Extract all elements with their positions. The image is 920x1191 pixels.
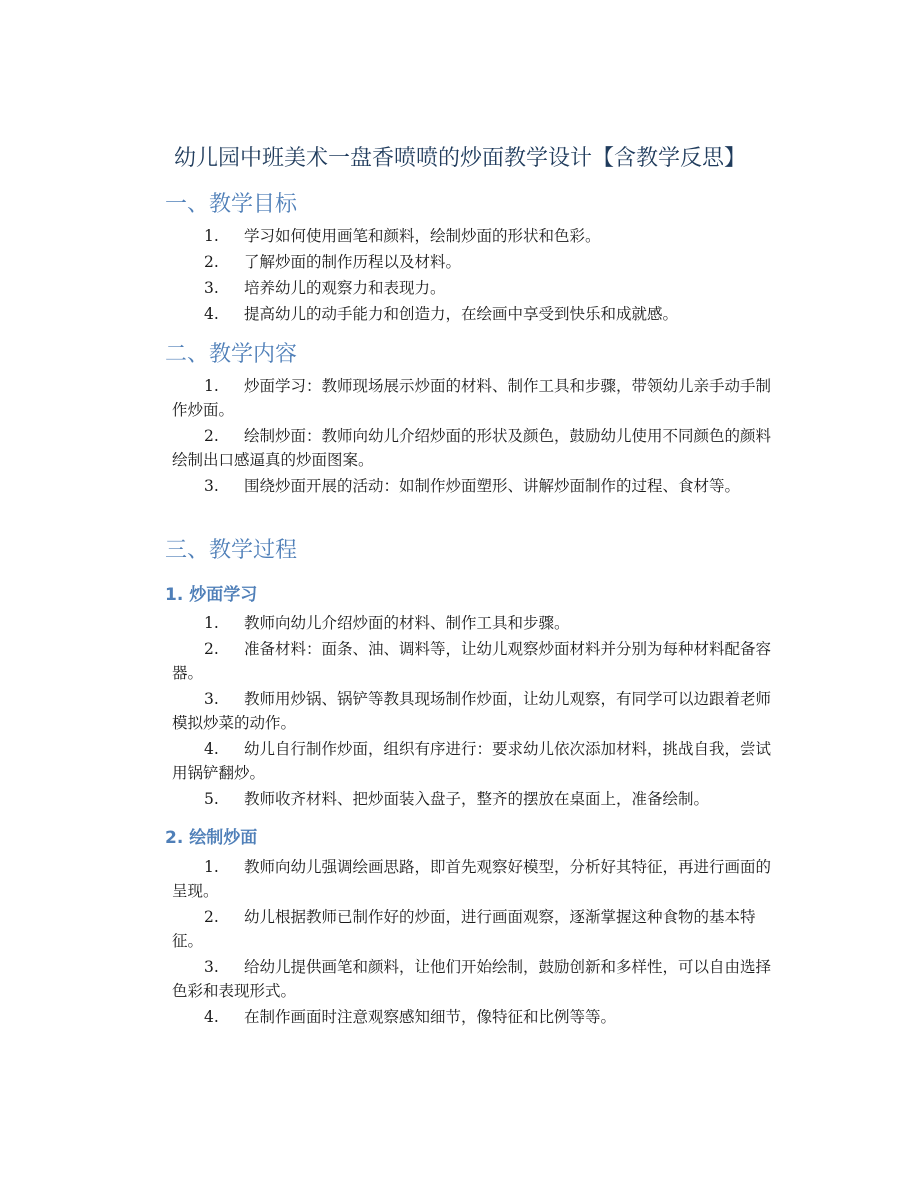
list-item: 3. 培养幼儿的观察力和表现力。 (204, 279, 446, 297)
list-item: 3. 围绕炒面开展的活动：如制作炒面塑形、讲解炒面制作的过程、食材等。 (204, 477, 741, 495)
list-item: 2. 准备材料：面条、油、调料等，让幼儿观察炒面材料并分别为每种材料配备容器。 (172, 640, 772, 682)
heading-teaching-goals: 一、教学目标 (165, 192, 298, 217)
subheading-draw-noodles: 2. 绘制炒面 (165, 828, 258, 848)
list-item: 4. 提高幼儿的动手能力和创造力，在绘画中享受到快乐和成就感。 (204, 305, 679, 323)
list-item: 1. 学习如何使用画笔和颜料，绘制炒面的形状和色彩。 (204, 227, 601, 245)
list-item: 1. 教师向幼儿强调绘画思路，即首先观察好模型，分析好其特征，再进行画面的呈现。 (172, 858, 772, 900)
list-item: 2. 了解炒面的制作历程以及材料。 (204, 253, 462, 271)
list-item: 1. 炒面学习：教师现场展示炒面的材料、制作工具和步骤，带领幼儿亲手动手制作炒面。 (172, 377, 772, 419)
list-item: 1. 教师向幼儿介绍炒面的材料、制作工具和步骤。 (204, 614, 570, 632)
subheading-noodle-learning: 1. 炒面学习 (165, 585, 258, 605)
list-item: 3. 教师用炒锅、锅铲等教具现场制作炒面，让幼儿观察，有同学可以边跟着老师模拟炒菜的动作。 (172, 690, 772, 732)
list-item: 5. 教师收齐材料、把炒面装入盘子，整齐的摆放在桌面上，准备绘制。 (204, 790, 710, 808)
heading-teaching-process: 三、教学过程 (165, 538, 298, 563)
document-title: 幼儿园中班美术一盘香喷喷的炒面教学设计【含教学反思】 (173, 146, 746, 171)
list-item: 2. 绘制炒面：教师向幼儿介绍炒面的形状及颜色，鼓励幼儿使用不同颜色的颜料绘制出口感逼真的炒面图案。 (172, 427, 772, 469)
list-item: 2. 幼儿根据教师已制作好的炒面，进行画面观察，逐渐掌握这种食物的基本特征。 (172, 908, 756, 950)
list-item: 4. 在制作画面时注意观察感知细节，像特征和比例等等。 (204, 1008, 617, 1026)
heading-teaching-content: 二、教学内容 (165, 342, 298, 367)
list-item: 4. 幼儿自行制作炒面，组织有序进行：要求幼儿依次添加材料，挑战自我，尝试用锅铲翻炒。 (172, 740, 772, 782)
list-item: 3. 给幼儿提供画笔和颜料，让他们开始绘制，鼓励创新和多样性，可以自由选择色彩和表现形式。 (172, 958, 772, 1000)
